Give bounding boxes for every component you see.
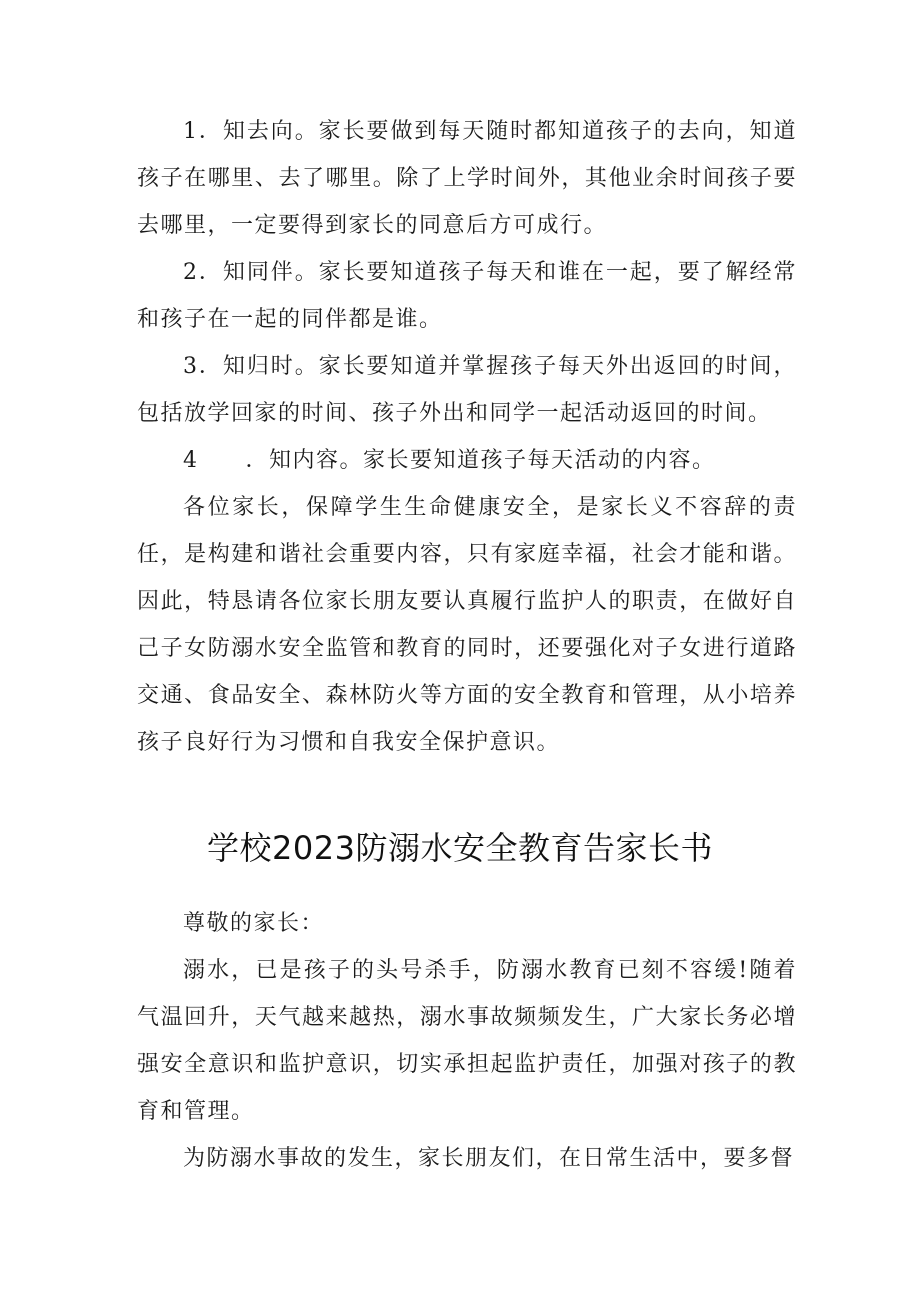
closing-paragraph: 各位家长，保障学生生命健康安全，是家长义不容辞的责任，是构建和谐社会重要内容，只有家庭幸福，社会才能和谐。因此，特恳请各位家长朋友要认真履行监护人的职责，在做好自己子女防溺水安全监管和教育的同时，还要强化对子女进行道路交通、食品安全、森林防火等方面的安全教育和管理，从小培养孩子良好行为习惯和自我安全保护意识。	[137, 495, 797, 755]
item-know-companions: 2．知同伴。家长要知道孩子每天和谁在一起，要了解经常和孩子在一起的同伴都是谁。	[137, 260, 797, 332]
body-paragraph: 为防溺水事故的发生，家长朋友们，在日常生活中，要多督	[183, 1146, 795, 1171]
intro-paragraph: 溺水，已是孩子的头号杀手，防溺水教育已刻不容缓!随着气温回升，天气越来越热，溺水事故频频发生，广大家长务必增强安全意识和监护意识，切实承担起监护责任，加强对孩子的教育和管理。	[137, 958, 797, 1124]
item-know-return-time: 3．知归时。家长要知道并掌握孩子每天外出返回的时间，包括放学回家的时间、孩子外出和同学一起活动返回的时间。	[137, 354, 797, 426]
salutation: 尊敬的家长：	[183, 911, 325, 936]
item-know-activities: 4 ．知内容。家长要知道孩子每天活动的内容。	[183, 448, 716, 473]
document-title: 学校2023防溺水安全教育告家长书	[207, 829, 713, 867]
item-know-whereabouts: 1．知去向。家长要做到每天随时都知道孩子的去向，知道孩子在哪里、去了哪里。除了上学时间外，其他业余时间孩子要去哪里，一定要得到家长的同意后方可成行。	[137, 119, 797, 238]
